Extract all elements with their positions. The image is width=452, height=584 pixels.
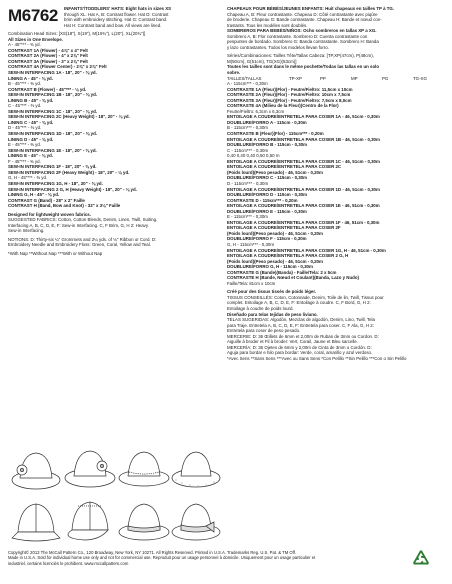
sizes-label: M(50cm), G(51cm), TG(XG)(53cm)] — [227, 58, 297, 64]
hat-d-illustration — [172, 452, 220, 487]
french-spanish-column — [227, 6, 444, 361]
size-header-cell: PG — [382, 75, 389, 81]
yardage-line: E - 45"*** - ⅜ yd. — [8, 142, 42, 148]
yardage-line: CONTRAST 1A (Flower) - 4⅞" x 4" Felt — [8, 47, 88, 53]
yardage-line: E - 115cm*** - 0,30m — [227, 214, 268, 220]
suggested-fabrics-line: Interfacing A, B, C, D, E, F: Sew-in Interfacing. C, F Brim, G, H 2: Heavy — [8, 222, 149, 228]
intro-line: CHAPEAUX POUR BÉBÉS/JEUNES ENFANTS: Huit chapeaux en tailles TP à TG. — [227, 6, 395, 11]
hat-a-illustration — [12, 453, 60, 489]
intro-line: INFANTS'/TODDLERS' HATS: Eight hats in sizes XS — [64, 6, 172, 11]
intro-line: Sombrero A, B: Flor contrastante. Sombrero D: Cuenta contrastante con — [227, 33, 368, 39]
yardage-line: G, H - 115cm*** - 0,30m — [227, 241, 275, 247]
intro-line: pespuntes de bordado. Sombrero G: Banda contrastante. Sombrero H: Banda — [227, 39, 379, 45]
recycle-icon — [410, 548, 432, 570]
yardage-line: SEW-IN INTERFACING 1C - 18", 20" - ⅜ yd. — [8, 108, 97, 114]
fabrics-line: Diseñado para telas tejidas de peso liviano. — [227, 311, 318, 317]
fabrics-line: *Avec Sens **Sans Sens ***Avec ou Sans Sens *Con Pelillo **Sin Pelillo ***Con o Sin Pelillo — [227, 355, 407, 361]
yardage-line: DOUBLURE/FORRO F - 115cm - 0,30m — [227, 236, 307, 242]
yardage-line: CONTRAST 4A (Flower Center) - 2⅞" x 2⅞" Felt — [8, 64, 107, 70]
intro-line: y lazo contrastantes. Todos los modelos llevan forro. — [227, 44, 329, 50]
footer-line: Made in U.S.A. Sold for individual home use only and not for commercial use. Reproduit pour un usage personnel à domicile. Uniquement pour un usage particulier et — [8, 555, 316, 561]
yardage-line: A - 45"*** - ⅜ yd. — [8, 42, 41, 48]
fabrics-line: Aiguille à broder et Fil à broder: Vert, Corail, Jaune et Bleu sarcelle. — [227, 339, 359, 345]
yardage-line: CONTRAST 3A (Flower) - 3" x 2⅞" Felt — [8, 58, 88, 64]
fabrics-line: Aguja para bordar e hilo para bordar: Verde, coral, amarillo y azul verdoso. — [227, 350, 373, 356]
yardage-line: CONTRASTE D - 115cm*** - 0,20m — [227, 197, 298, 203]
yardage-line: ENTOILAGE A COUDRE/ENTRETELA PARA COSER 1E - 46, 51cm - 0,30m — [227, 203, 380, 209]
all-sizes-note: All Sizes in One Envelope. — [8, 36, 63, 42]
yardage-line: F - 45"*** - ⅜ yd. — [8, 158, 41, 164]
fabrics-line: MERCERIE: D: 36 Œillets de 6mm et 2,00m de Ruban de 3mm ou Cordon. D: — [227, 333, 379, 339]
intro-line: trastants. Tous les modèles sont doublés. — [227, 22, 308, 28]
yardage-line: DOUBLURE/FORRO C - 115cm - 0,30m — [227, 175, 308, 181]
yardage-line: (Poids lourd)(Peso pesado) - 46, 51cm - 0,20m — [227, 258, 323, 264]
yardage-line: C - 45"*** - ⅜ yd. — [8, 103, 42, 109]
yardage-line: B - 115cm*** - 0,30m — [227, 125, 268, 131]
suggested-fabrics-line: Sew-in Interfacing. — [8, 228, 45, 234]
yardage-line: SEW-IN INTERFACING 2F (Heavy Weight) - 18", 20" - ⅛ yd. — [8, 169, 130, 175]
hat-c-illustration — [119, 452, 169, 486]
yardage-line: SEW-IN INTERFACING 1F - 18", 20" - ⅜ yd. — [8, 164, 97, 170]
notions-line: Embroidery Needle and Embroidery Floss: Green, Coral, Yellow and Teal. — [8, 242, 151, 248]
yardage-line: ENTOILAGE A COUDRE/ENTRETELA PARA COSER 2 G, H — [227, 253, 349, 259]
yardage-line: LINING G, H - 45" - ⅜ yd. — [8, 192, 60, 198]
yardage-line: ENTOILAGE A COUDRE/ENTRETELA PARA COSER 1A - 46, 51cm - 0,30m — [227, 114, 380, 120]
copyright-footer — [8, 550, 408, 566]
yardage-line: Faille/Tela: 81cm x 10cm — [227, 280, 276, 286]
size-header-cell: TAILLES/TALLAS — [227, 75, 262, 81]
yardage-line: CONTRASTE 3A (Fleur)(Flor) - Feutre/Fieltro: 7,5cm x 8,0cm — [227, 97, 352, 103]
sizes-label: Toutes les tailles sont dans le même pochette/Todas las tallas en un solo — [227, 64, 380, 70]
yardage-line: CONTRASTE B (Fleur)(Flor) - 115cm*** - 0,20m — [227, 131, 324, 137]
yardage-line: SEW-IN INTERFACING 2 G, H (Heavy Weight) - 18", 20" - ⅛ yd. — [8, 186, 137, 192]
hat-b-illustration — [65, 451, 115, 487]
intro-line: Hat H: Contrast band and bow. All views are lined. — [64, 22, 162, 28]
yardage-line: CONTRASTE 1A (Fleur)(Flor) - Feutre/Fieltro: 11,5cm x 10cm — [227, 86, 353, 92]
yardage-line: CONTRAST H (Band, Bow and Knot) - 32" x 3⅛" Faille — [8, 203, 121, 209]
intro-line: SOMBREROS PARA BEBÉS/NIÑOS: Ocho sombreros en tallas XP a XG. — [227, 28, 377, 34]
fabrics-line: TELAS SUGERIDAS: Algodón, Mezclas de algodón, Denim, Lino, Twill, Tela — [227, 317, 375, 323]
yardage-line: CONTRAST B (Flower) - 45"*** - ⅛ yd. — [8, 86, 87, 92]
fabrics-line: Créé pour des tissus tissés de poids léger. — [227, 289, 317, 295]
hat-illustrations — [8, 444, 222, 546]
intro-line: through XL. Hat A, B: Contrast flower. Hat D: Contrast — [64, 11, 169, 17]
yardage-line: ENTOILAGE A COUDRE/ENTRETELA PARA COSER 2F — [227, 225, 341, 231]
yardage-line: LINING B - 45" - ⅜ yd. — [8, 97, 54, 103]
yardage-line: (Poids lourd)(Peso pesado) - 46, 51cm - 0,20m — [227, 169, 323, 175]
fabrics-line: TISSUS CONSEILLÉS: Coton, Cotonnade, Denim, Toile de lin, Twill, Tissus pour — [227, 294, 384, 300]
yardage-line: CONTRAST 2A (Flower) - 4" x 2⅞" Felt — [8, 53, 88, 59]
fabrics-line: Entoilage à coudre de poids lourd. — [227, 305, 294, 311]
yardage-line: CONTRASTE H (Bande, Nœud et Coulant)(Banda, Lazo y Nudo) — [227, 275, 359, 281]
yardage-line: CONTRAST G (Band) - 28" x 2" Faille — [8, 197, 85, 203]
metric-yardage-list — [227, 81, 444, 286]
fabrics-line: complet. Entoilage A, B, C, D, E, F: Entoilage à coudre. C, F Bord, G, H 2: — [227, 300, 371, 306]
yardage-line: CONTRASTE G (Bande)(Banda) - Faille/Tela: 2 x 5cm — [227, 269, 337, 275]
intro-line: brim with embroidery stitching. Hat G: Contrast band. — [64, 17, 168, 23]
yardage-line: DOUBLURE/FORRO A - 115cm - 0,30m — [227, 119, 307, 125]
yardage-line: SEW-IN INTERFACING 1A - 18", 20" - ⅜ yd. — [8, 70, 97, 76]
pattern-number: M6762 — [8, 6, 58, 25]
yardage-line: ENTOILAGE A COUDRE/ENTRETELA PARA COSER 2C — [227, 164, 342, 170]
notions-line: NOTIONS: D: Thirty-six ¼" Grommets and 2¼ yds. of ⅛" Ribbon or Cord. D: — [8, 236, 157, 242]
yardage-line: B - 45"*** - ⅜ yd. — [8, 81, 42, 87]
yardage-line: DOUBLURE/FORRO G, H - 115cm - 0,30m — [227, 264, 313, 270]
fabrics-line: Entretela para coser de peso pesado. — [227, 328, 301, 334]
yardage-line: SEW-IN INTERFACING 2C (Heavy Weight) - 18", 20" - ⅛ yd. — [8, 114, 130, 120]
footer-line: industriel, certains licenciés le prohibent. www.mccallpattern.com — [8, 560, 129, 566]
english-intro — [8, 6, 222, 28]
yardage-line: SEW-IN INTERFACING 1E - 18", 20" - ⅜ yd. — [8, 147, 97, 153]
yardage-line: G, H - 45"*** - ⅜ yd. — [8, 175, 48, 181]
sizes-label: Séries/Combinaciones: Tailles Tête/Tallas Cabeza: [TP,XP(47cm), P(48cm), — [227, 53, 374, 59]
yardage-line: ENTOILAGE A COUDRE/ENTRETELA PARA COSER 1C - 46, 51cm - 0,30m — [227, 158, 380, 164]
fabrics-line: para Traje. Entretela A, B, C, D, E, F: Entretela para coser. C, F Ala, G, H 2: — [227, 322, 374, 328]
yardage-line: CONTRASTE 4A (Milieu de la Fleur)(Centro de la Flor) — [227, 103, 339, 109]
nap-note: *With Nap **Without Nap ***With or Without Nap — [8, 250, 103, 256]
yardage-line: (Poids lourd)(Peso pesado) - 46, 51cm - 0,20m — [227, 230, 323, 236]
hat-f-illustration — [68, 502, 108, 540]
yardage-line: DOUBLURE/FORRO E - 115cm - 0,30m — [227, 208, 307, 214]
yardage-line: LINING D - 45" - ⅜ yd. — [8, 136, 54, 142]
hat-h-illustration — [172, 504, 220, 540]
yardage-line: LINING C - 45" - ⅜ yd. — [8, 119, 54, 125]
size-header-cell: TG-XG — [413, 75, 427, 81]
yardage-line: A - 115cm*** - 0,30m — [227, 81, 268, 87]
yardage-line: SEW-IN INTERFACING 1B - 18", 20" - ⅜ yd. — [8, 92, 97, 98]
yardage-line: D - 45"*** - ⅜ yd. — [8, 125, 42, 131]
yardage-line: DOUBLURE/FORRO B - 115cm - 0,30m — [227, 142, 308, 148]
intro-line: de broderie. Chapeau G: Bande contrastante. Chapeau H: Bande et nœud con- — [227, 17, 382, 23]
yardage-line: C - 115cm*** - 0,30m — [227, 147, 269, 153]
english-column — [8, 6, 222, 257]
yardage-line: ENTOILAGE A COUDRE/ENTRETELA PARA COSER 1B - 46, 51cm - 0,30m — [227, 136, 380, 142]
fabrics-line: MERCERÍA: D: 36 Ojetes de 6mm y 2,00m de Cinta de 3mm o Cordón. D: — [227, 344, 372, 350]
size-header-cell: MP — [351, 75, 358, 81]
footer-line: Copyright© 2013 The McCall Pattern Co., 120 Broadway, New York, NY 10271. All Rights Reserved. Printed in U.S.A. Trademarks Reg. U.S. Pat. & TM Off. — [8, 550, 297, 555]
yardage-line: ENTOILAGE A COUDRE/ENTRETELA PARA COSER 1D - 46, 51cm - 0,30m — [227, 186, 380, 192]
yardage-line: ENTOILAGE A COUDRE/ENTRETELA PARA COSER 1F - 46, 51cm - 0,30m — [227, 219, 380, 225]
yardage-line: ENTOILAGE A COUDRE/ENTRETELA PARA COSER 1G, H - 46, 51cm - 0,30m — [227, 247, 386, 253]
yardage-line: SEW-IN INTERFACING 1G, H - 18", 20" - ⅜ yd. — [8, 180, 103, 186]
sizes-label: sobre. — [227, 70, 241, 76]
yardage-line: D - 115cm*** - 0,30m — [227, 180, 269, 186]
size-header-cell: PP — [320, 75, 326, 81]
intro-line: Chapeau A, B: Fleur contrastante. Chapeau D: Côté contrastante avec piqûre — [227, 11, 378, 17]
fabrics-notions-block — [227, 289, 444, 361]
yardage-line: DOUBLURE/FORRO D - 115cm - 0,30m — [227, 192, 308, 198]
combined-sizes: Combination Head Sizes: [XS(18"), S(19"), M(19¾"), L(20"), XL(20¾")] — [8, 31, 146, 37]
yardage-line: SEW-IN INTERFACING 1D - 18", 20" - ⅜ yd. — [8, 131, 97, 137]
designed-for: Designed for lightweight woven fabrics. — [8, 211, 91, 217]
yardage-line: Feutre/Fieltro: 6,3cm x 6,3cm — [227, 108, 285, 114]
size-header-cell: TP-XP — [289, 75, 302, 81]
hat-g-illustration — [119, 504, 169, 540]
yardage-list — [8, 42, 222, 208]
yardage-line: 0,40 0,40 0,40 0,50 0,50 m — [227, 153, 280, 159]
yardage-line: LINING A - 45" - ⅜ yd. — [8, 75, 53, 81]
hat-e-illustration — [12, 504, 60, 541]
yardage-line: CONTRASTE 2A (Fleur)(Flor) - Feutre/Fieltro: 10cm x 7,5cm — [227, 92, 351, 98]
yardage-line: LINING E - 45" - ⅜ yd. — [8, 153, 54, 159]
suggested-fabrics-line: SUGGESTED FABRICS: Cotton, Cotton Blends, Denim, Linen, Twill, Suiting. — [8, 217, 158, 223]
